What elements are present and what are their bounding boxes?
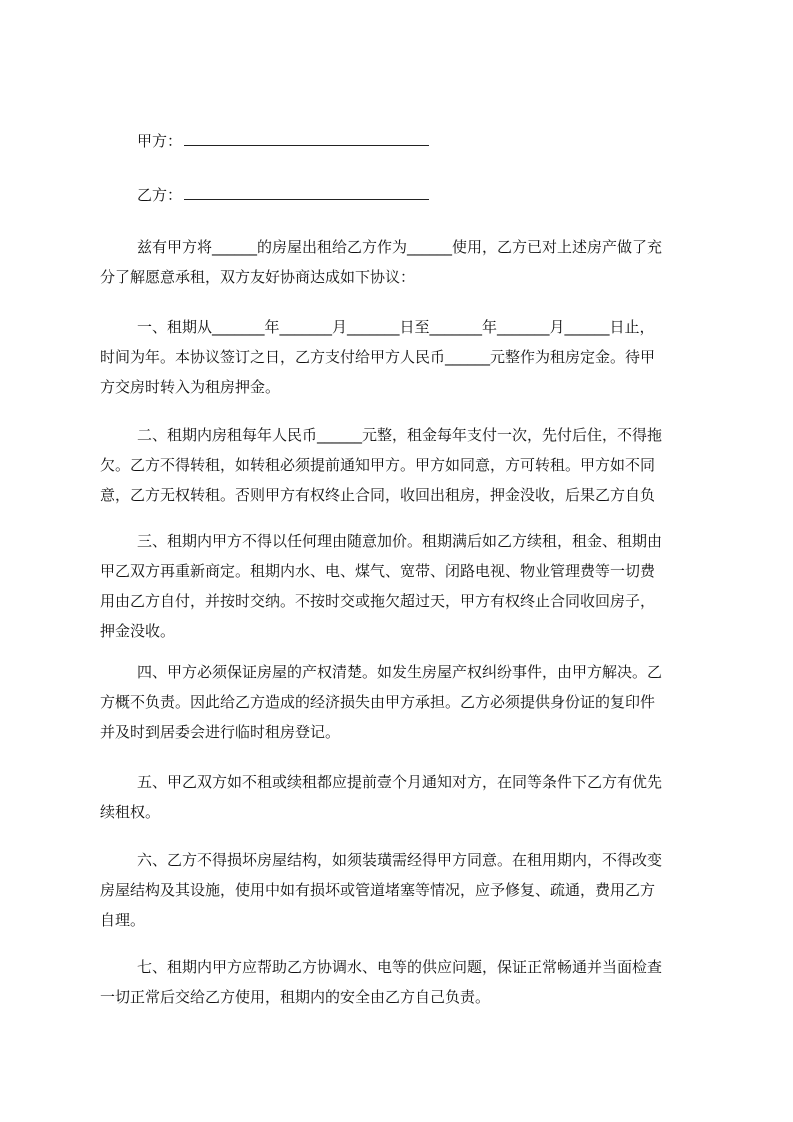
clause-line: 意，乙方无权转租。否则甲方有权终止合同，收回出租房，押金没收，后果乙方自负 [100, 486, 656, 504]
clause-line: 一、租期从_______年_______月_______日至_______年_______月______日止， [137, 318, 655, 336]
clause-line: 欠。乙方不得转租，如转租必须提前通知甲方。甲方如同意，方可转租。甲方如不同 [100, 456, 656, 474]
clause-line: 五、甲乙双方如不租或续租都应提前壹个月通知对方，在同等条件下乙方有优先 [137, 773, 663, 791]
clause-line: 七、租期内甲方应帮助乙方协调水、电等的供应问题，保证正常畅通并当面检查 [137, 958, 663, 976]
clause-line: 方交房时转入为租房押金。 [100, 378, 281, 396]
clause-6 [100, 845, 702, 935]
intro-line: 兹有甲方将______的房屋出租给乙方作为______使用，乙方已对上述房产做了充 [137, 238, 663, 256]
clause-line: 用由乙方自付，并按时交纳。不按时交或拖欠超过天，甲方有权终止合同收回房子， [100, 592, 656, 610]
clause-5 [100, 767, 702, 827]
clause-line: 四、甲方必须保证房屋的产权清楚。如发生房屋产权纠纷事件，由甲方解决。乙 [137, 663, 663, 681]
clause-line: 并及时到居委会进行临时租房登记。 [100, 723, 341, 741]
clause-line: 房屋结构及其设施，使用中如有损坏或管道堵塞等情况，应予修复、疏通，费用乙方 [100, 881, 656, 899]
intro-paragraph [100, 232, 702, 292]
clause-7 [100, 952, 702, 1012]
clause-1 [100, 312, 702, 402]
clause-line: 甲乙双方再重新商定。租期内水、电、煤气、宽带、闭路电视、物业管理费等一切费 [100, 562, 656, 580]
clause-4 [100, 657, 702, 747]
clause-line: 三、租期内甲方不得以任何理由随意加价。租期满后如乙方续租，租金、租期由 [137, 532, 663, 550]
party-b-label: 乙方： [137, 186, 183, 204]
clause-line: 押金没收。 [100, 622, 176, 640]
party-a-label: 甲方： [137, 132, 183, 150]
clause-line: 方概不负责。因此给乙方造成的经济损失由甲方承担。乙方必须提供身份证的复印件 [100, 693, 656, 711]
clause-line: 一切正常后交给乙方使用，租期内的安全由乙方自己负责。 [100, 988, 491, 1006]
party-a-line [137, 131, 429, 151]
party-b-blank [184, 185, 429, 200]
clause-3 [100, 526, 702, 646]
clause-line: 六、乙方不得损坏房屋结构，如须装璜需经得甲方同意。在租用期内，不得改变 [137, 851, 663, 869]
clause-line: 时间为年。本协议签订之日，乙方支付给甲方人民币______元整作为租房定金。待甲 [100, 348, 656, 366]
clause-line: 自理。 [100, 911, 146, 929]
clause-line: 二、租期内房租每年人民币______元整，租金每年支付一次，先付后住，不得拖 [137, 426, 663, 444]
party-a-blank [184, 131, 429, 146]
intro-line: 分了解愿意承租，双方友好协商达成如下协议： [100, 268, 416, 286]
clause-2 [100, 420, 702, 510]
clause-line: 续租权。 [100, 803, 161, 821]
party-b-line [137, 185, 429, 205]
